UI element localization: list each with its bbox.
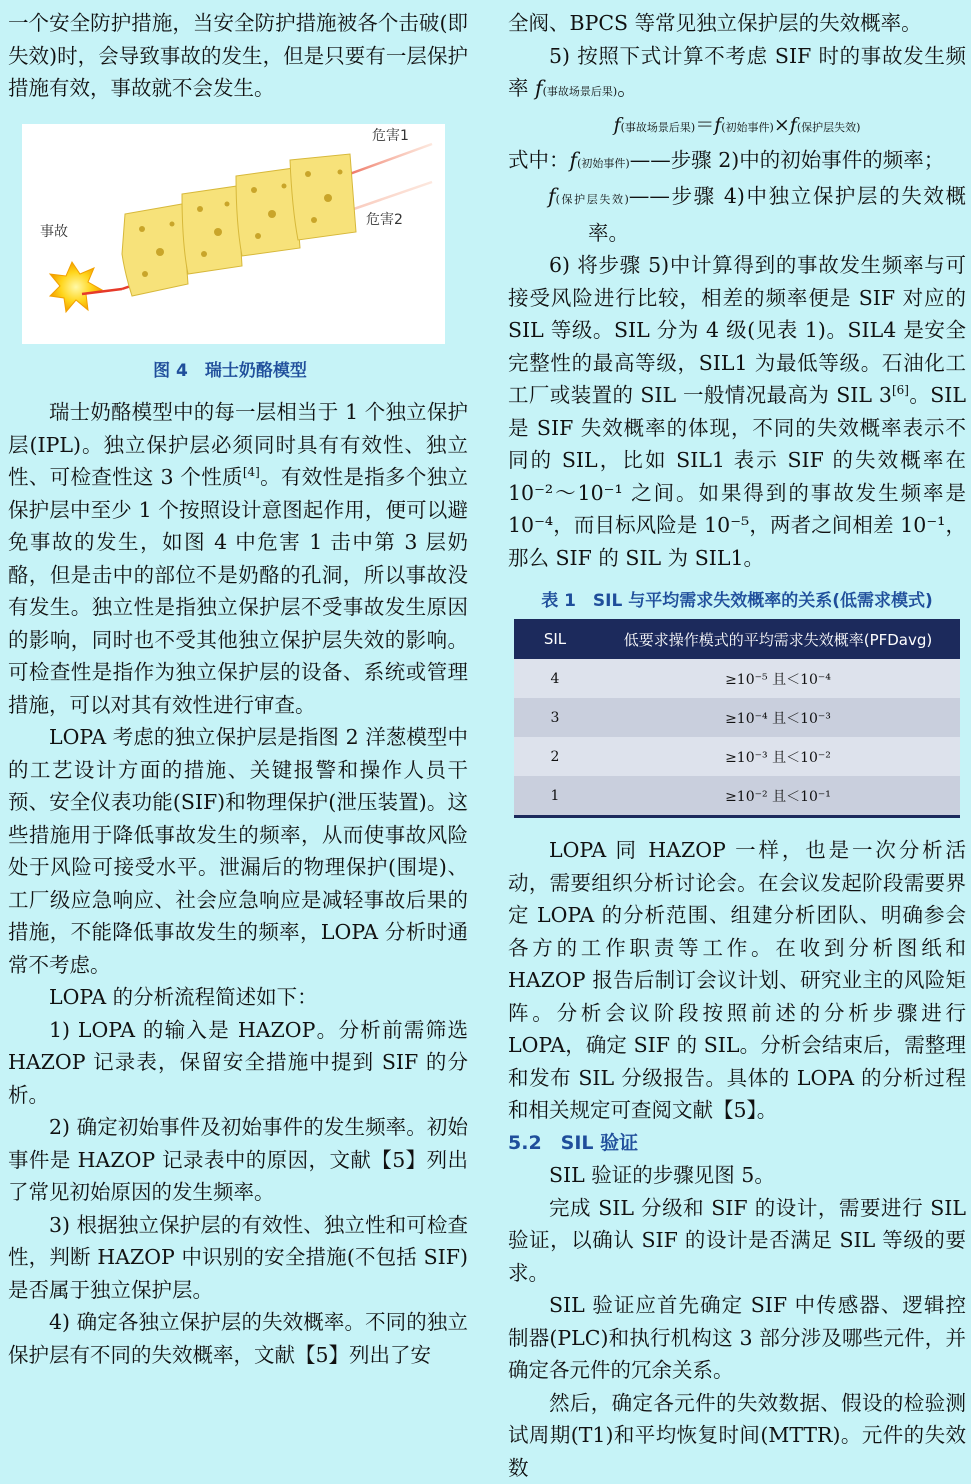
subscript: (初始事件) [721, 121, 774, 134]
paragraph: SIL 验证的步骤见图 5。 [508, 1159, 966, 1192]
paragraph: 1) LOPA 的输入是 HAZOP。分析前需筛选 HAZOP 记录表，保留安全措施中提到 SIF 的分析。 [8, 1014, 468, 1112]
paragraph: SIL 验证应首先确定 SIF 中传感器、逻辑控制器(PLC)和执行机构这 3 部分涉及哪些元件，并确定各元件的冗余关系。 [508, 1289, 966, 1387]
swiss-cheese-figure [22, 124, 445, 344]
citation[interactable]: [4] [243, 465, 260, 479]
text: ——步骤 2)中的初始事件的频率； [630, 148, 945, 172]
cheese-slice [236, 168, 300, 256]
column-header-sil: SIL [514, 619, 596, 659]
cheese-slice [290, 154, 356, 240]
paragraph: 4) 确定各独立保护层的失效概率。不同的独立保护层有不同的失效概率，文献【5】列出了安 [8, 1306, 468, 1371]
left-column [8, 0, 468, 105]
paragraph: 完成 SIL 分级和 SIF 的设计，需要进行 SIL 验证，以确认 SIF 的设计是否满足 SIL 等级的要求。 [508, 1192, 966, 1290]
paragraph: 3) 根据独立保护层的有效性、独立性和可检查性，判断 HAZOP 中识别的安全措施(不包括 SIF)是否属于独立保护层。 [8, 1209, 468, 1307]
table-caption: 表 1 SIL 与平均需求失效概率的关系(低需求模式) [508, 586, 966, 611]
range-cell: ≥10⁻³ 且＜10⁻² [596, 737, 960, 776]
subscript: (初始事件) [577, 157, 630, 170]
sil-cell: 1 [514, 776, 596, 817]
table-row [514, 659, 960, 698]
text: 。 [617, 76, 638, 100]
figure-caption: 图 4 瑞士奶酪模型 [0, 356, 460, 381]
right-column [508, 7, 966, 1484]
swiss-cheese-illustration [22, 124, 445, 344]
section-heading: 5.2 SIL 验证 [508, 1127, 966, 1160]
range-cell: ≥10⁻² 且＜10⁻¹ [596, 776, 960, 817]
paragraph: 2) 确定初始事件及初始事件的发生频率。初始事件是 HAZOP 记录表中的原因，文献【5】列出了常见初始原因的发生频率。 [8, 1111, 468, 1209]
left-column-body [8, 396, 468, 1371]
symbol: f [535, 76, 543, 100]
hazard1-label: 危害1 [372, 128, 409, 144]
text: 瑞士奶酪模型中的每一层相当于 1 个独立保护层(IPL)。独立保护层必须同时具有有效性、独立性、可检查性这 3 个性质 [8, 400, 468, 489]
sil-cell: 3 [514, 698, 596, 737]
text: 式中： [508, 148, 570, 172]
operator: × [774, 114, 790, 136]
text: 6) 将步骤 5)中计算得到的事故发生频率与可接受风险进行比较，相差的频率便是 SIF 对应的 SIL 等级。SIL 分为 4 级(见表 1)。SIL4 是安全完整性的最高等级，SIL1 为最低等级。石油化工工厂或装置的 SIL 一般情况最高为 SIL 3 [508, 253, 966, 407]
citation[interactable]: [6] [892, 383, 909, 397]
paragraph: LOPA 同 HAZOP 一样，也是一次分析活动，需要组织分析讨论会。在会议发起阶段需要界定 LOPA 的分析范围、组建分析团队、明确参会各方的工作职责等工作。在收到分析图纸和 HAZOP 报告后制订会议计划、研究业主的风险矩阵。分析会议阶段按照前述的分析步骤进行 LOPA，确定 SIF 的 SIL。分析会结束后，需整理和发布 SIL 分级报告。具体的 LOPA 的分析过程和相关规定可查阅文献【5】。 [508, 834, 966, 1127]
text: ——步骤 4)中独立保护层的失效概率。 [588, 184, 966, 245]
paragraph [8, 396, 468, 721]
paragraph: LOPA 考虑的独立保护层是指图 2 洋葱模型中的工艺设计方面的措施、关键报警和操作人员干预、安全仪表功能(SIF)和物理保护(泄压装置)。这些措施用于降低事故发生的频率，从而使事故风险处于风险可接受水平。泄漏后的物理保护(围堤)、工厂级应急响应、社会应急响应是减轻事故后果的措施，不能降低事故发生的频率，LOPA 分析时通常不考虑。 [8, 721, 468, 981]
subscript: (保护层失效) [797, 121, 861, 134]
operator: ＝ [695, 114, 714, 136]
sil-cell: 2 [514, 737, 596, 776]
cheese-slice [182, 186, 242, 274]
subscript: (保护层失效) [556, 193, 629, 206]
hazard2-label: 危害2 [366, 212, 403, 228]
sil-cell: 4 [514, 659, 596, 698]
cheese-slice [122, 204, 188, 296]
formula-where-2 [508, 180, 966, 249]
symbol: f [570, 148, 578, 172]
symbol: f [714, 114, 721, 136]
range-cell: ≥10⁻⁴ 且＜10⁻³ [596, 698, 960, 737]
paragraph [508, 40, 966, 109]
range-cell: ≥10⁻⁵ 且＜10⁻⁴ [596, 659, 960, 698]
paragraph: 全阀、BPCS 等常见独立保护层的失效概率。 [508, 7, 966, 40]
sil-table [514, 619, 960, 818]
symbol: f [790, 114, 797, 136]
symbol: f [614, 114, 621, 136]
subscript: (事故场景后果) [621, 121, 696, 134]
accident-label: 事故 [40, 223, 68, 240]
paragraph: 然后，确定各元件的失效数据、假设的检验测试周期(T1)和平均恢复时间(MTTR)。元件的失效数 [508, 1387, 966, 1484]
formula [508, 109, 966, 144]
subscript: (事故场景后果) [543, 85, 618, 98]
column-header-pfd: 低要求操作模式的平均需求失效概率(PFDavg) [596, 619, 960, 659]
text: 。有效性是指多个独立保护层中至少 1 个按照设计意图起作用，便可以避免事故的发生，如图 4 中危害 1 击中第 3 层奶酪，但是击中的部位不是奶酪的孔洞，所以事故没有发生。独立性是指独立保护层不受事故发生原因的影响，同时也不受其他独立保护层失效的影响。可检查性是指作为独立保护层的设备、系统或管理措施，可以对其有效性进行审查。 [8, 465, 468, 717]
text: 。SIL 是 SIF 失效概率的体现，不同的失效概率表示不同的 SIL，比如 SIL1 表示 SIF 的失效概率在 10⁻²～10⁻¹ 之间。如果得到的事故发生频率是 10⁻⁴，而目标风险是 10⁻⁵，两者之间相差 10⁻¹，那么 SIF 的 SIL 为 SIL1。 [508, 383, 966, 570]
text: 5) 按照下式计算不考虑 SIF 时的事故发生频率 [508, 44, 966, 101]
symbol: f [548, 184, 556, 208]
table-row [514, 698, 960, 737]
table-row [514, 737, 960, 776]
paragraph: 一个安全防护措施，当安全防护措施被各个击破(即失效)时，会导致事故的发生，但是只要有一层保护措施有效，事故就不会发生。 [8, 7, 468, 105]
table-row [514, 776, 960, 817]
formula-where-1 [508, 144, 966, 181]
paragraph [508, 249, 966, 574]
paragraph: LOPA 的分析流程简述如下： [8, 981, 468, 1014]
